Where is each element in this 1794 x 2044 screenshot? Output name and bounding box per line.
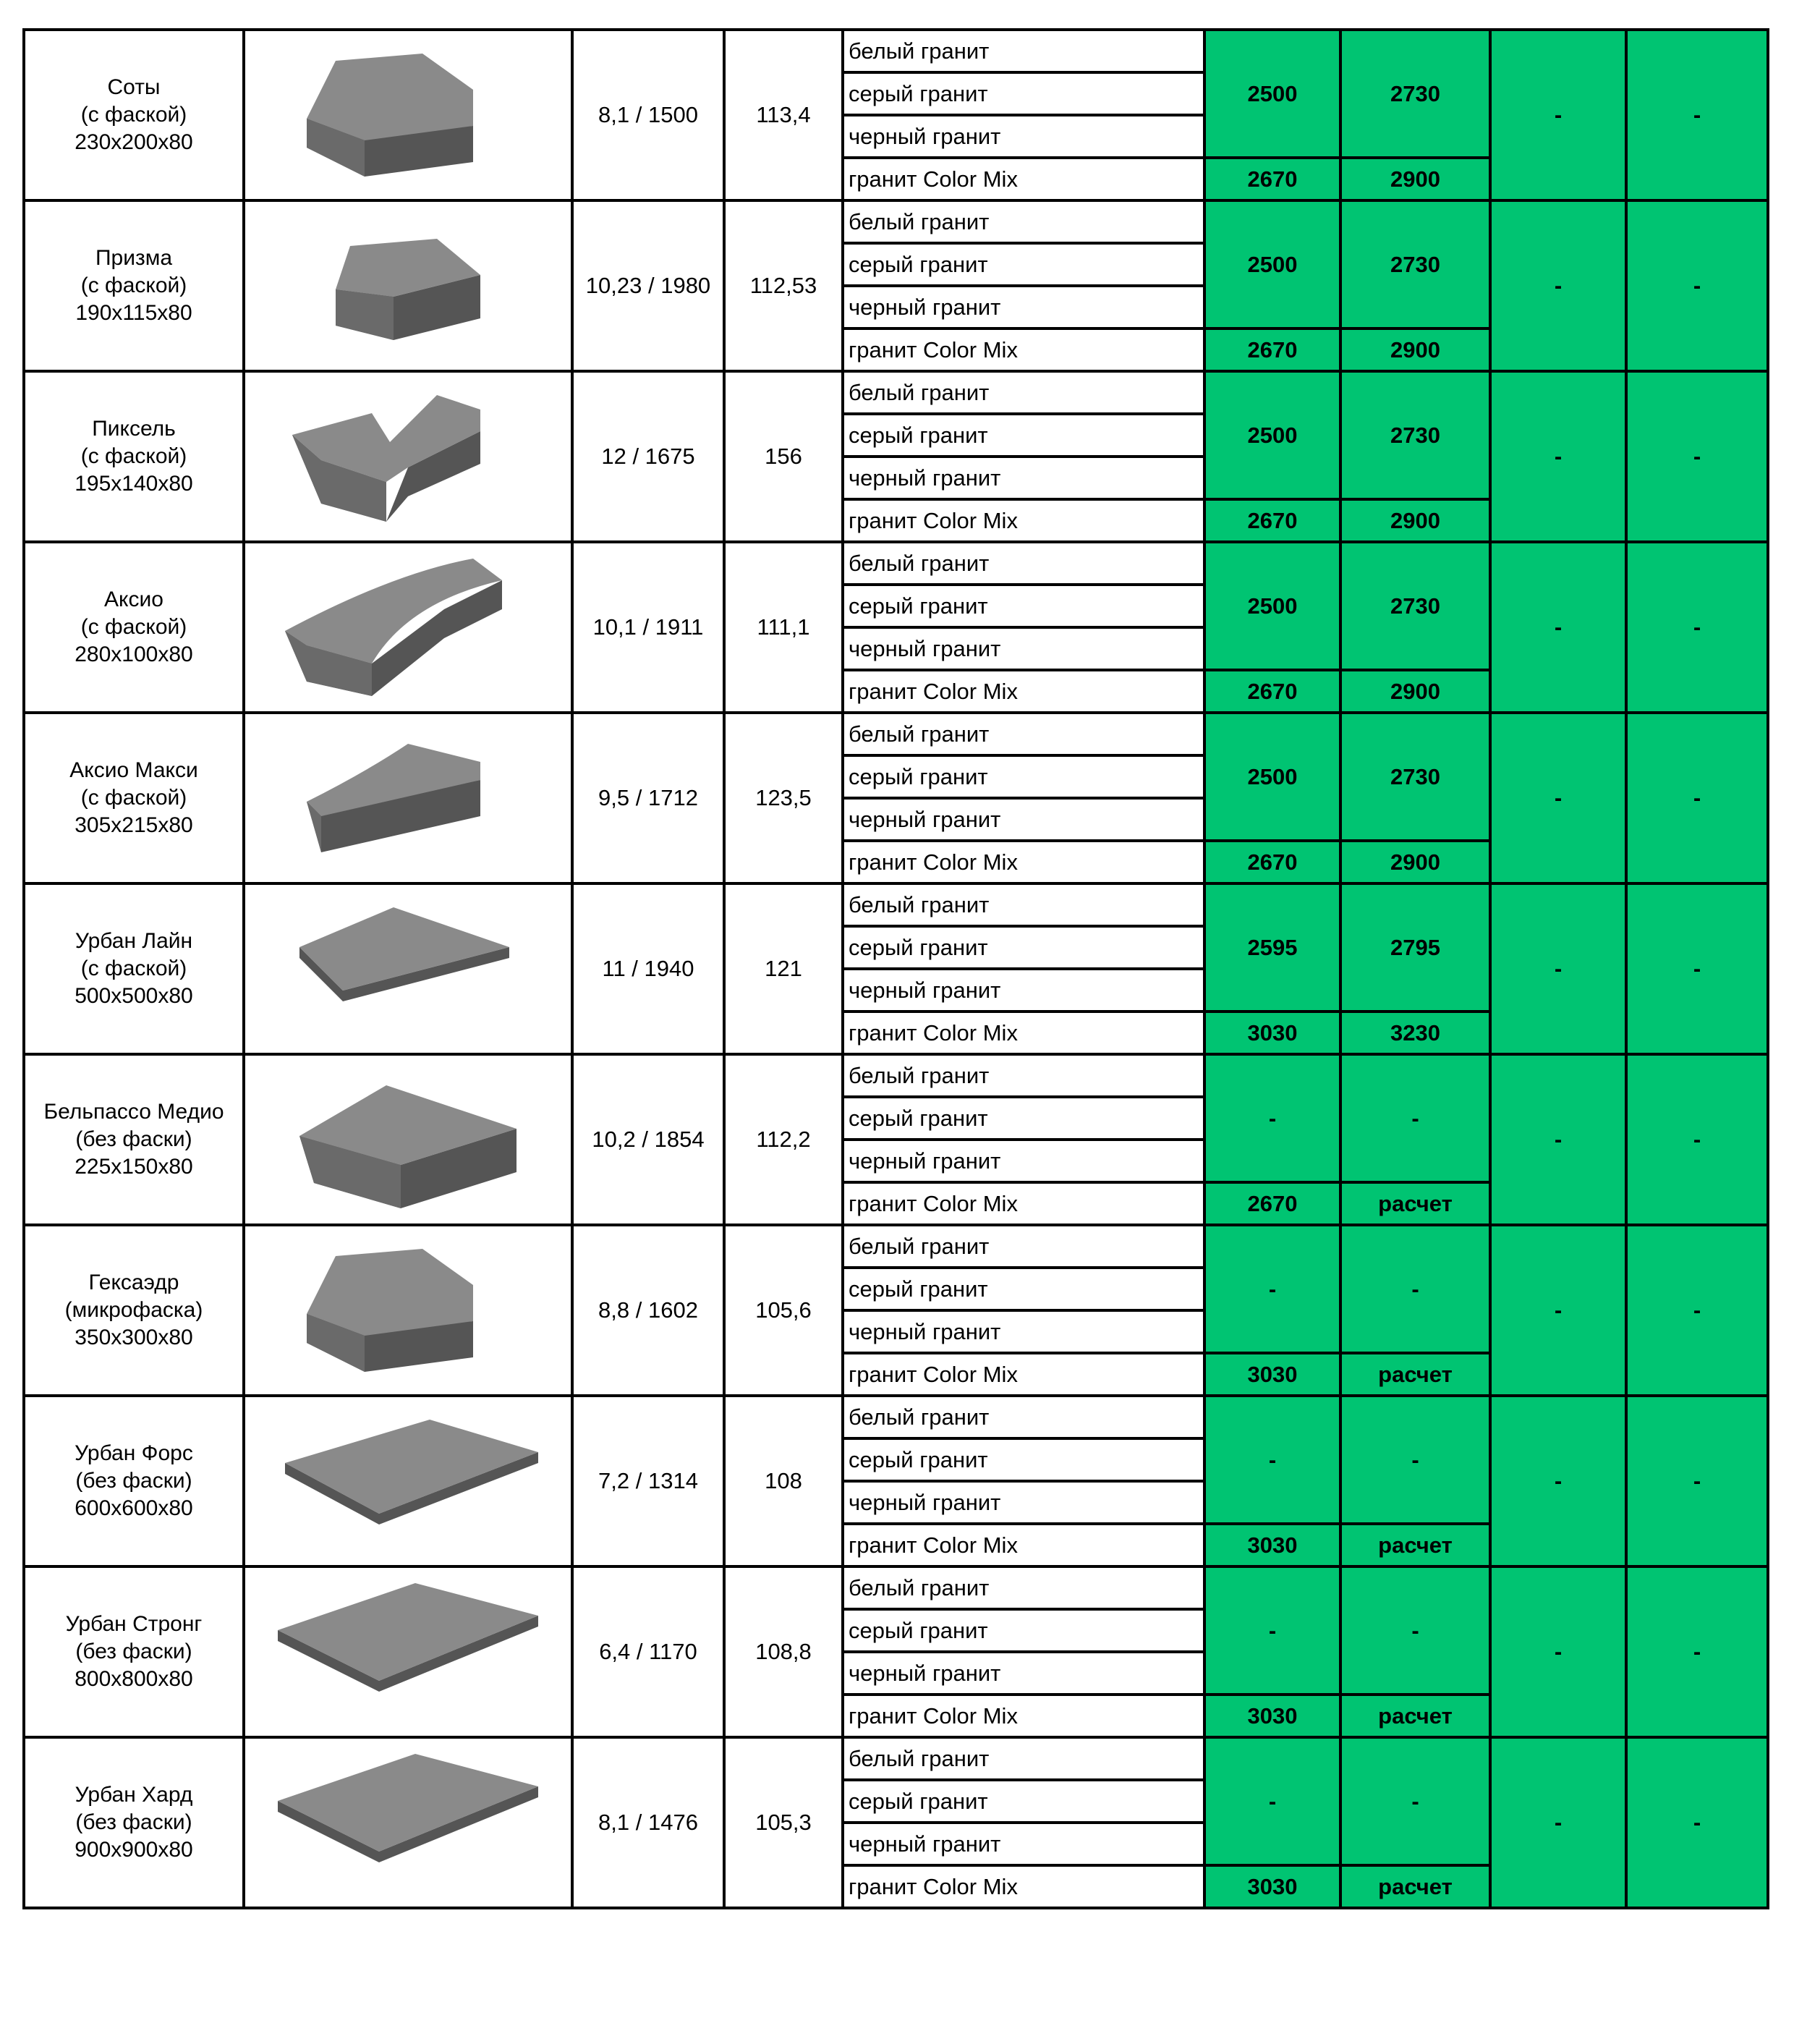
mix-price-cell-a: 2670 <box>1204 328 1340 371</box>
price-cell-b: 2730 <box>1340 30 1490 158</box>
mix-price-cell-a: 2670 <box>1204 499 1340 542</box>
product-name-cell <box>24 1225 244 1396</box>
table-row <box>24 1396 1768 1438</box>
product-size: 305х215х80 <box>75 813 193 837</box>
quantity-cell: 121 <box>724 883 843 1054</box>
product-size: 225х150х80 <box>75 1155 193 1179</box>
product-size: 500х500х80 <box>75 984 193 1008</box>
weight-cell: 11 / 1940 <box>572 883 724 1054</box>
quantity-cell: 156 <box>724 371 843 542</box>
table-row <box>24 542 1768 585</box>
extra-cell-2: - <box>1626 1054 1768 1225</box>
variant-label: белый гранит <box>843 30 1204 72</box>
product-chamfer: (с фаской) <box>80 957 187 980</box>
price-cell-a: - <box>1204 1225 1340 1353</box>
extra-cell-1: - <box>1490 883 1626 1054</box>
product-name-cell <box>24 1737 244 1908</box>
product-chamfer: (без фаски) <box>75 1469 192 1493</box>
mix-price-cell-b: расчет <box>1340 1865 1490 1908</box>
variant-label: серый гранит <box>843 926 1204 969</box>
product-image-cell <box>244 542 572 713</box>
product-chamfer: (микрофаска) <box>64 1298 203 1322</box>
variant-label: белый гранит <box>843 1054 1204 1097</box>
variant-label: белый гранит <box>843 713 1204 755</box>
extra-cell-2: - <box>1626 1737 1768 1908</box>
mix-price-cell-a: 3030 <box>1204 1012 1340 1054</box>
price-cell-b: 2795 <box>1340 883 1490 1012</box>
mix-price-cell-b: 2900 <box>1340 670 1490 713</box>
extra-cell-1: - <box>1490 1737 1626 1908</box>
table-row <box>24 200 1768 243</box>
price-cell-a: - <box>1204 1566 1340 1695</box>
product-chamfer: (с фаской) <box>80 444 187 468</box>
extra-cell-1: - <box>1490 542 1626 713</box>
price-cell-a: - <box>1204 1054 1340 1182</box>
extra-cell-2: - <box>1626 200 1768 371</box>
price-cell-a: - <box>1204 1737 1340 1865</box>
weight-cell: 8,1 / 1476 <box>572 1737 724 1908</box>
variant-label: гранит Color Mix <box>843 1353 1204 1396</box>
product-name-cell <box>24 371 244 542</box>
variant-label: гранит Color Mix <box>843 670 1204 713</box>
extra-cell-2: - <box>1626 1566 1768 1737</box>
mix-price-cell-b: расчет <box>1340 1353 1490 1396</box>
product-image-cell <box>244 200 572 371</box>
product-image-cell <box>244 1225 572 1396</box>
product-name: Урбан Форс <box>75 1441 193 1465</box>
pixel-icon <box>263 381 553 533</box>
table-row <box>24 371 1768 414</box>
weight-cell: 6,4 / 1170 <box>572 1566 724 1737</box>
variant-label: гранит Color Mix <box>843 1865 1204 1908</box>
product-size: 230х200х80 <box>75 130 193 154</box>
extra-cell-1: - <box>1490 1566 1626 1737</box>
product-size: 280х100х80 <box>75 643 193 666</box>
variant-label: черный гранит <box>843 798 1204 841</box>
weight-cell: 10,2 / 1854 <box>572 1054 724 1225</box>
arc-maxi-icon <box>263 722 553 874</box>
variant-label: серый гранит <box>843 585 1204 627</box>
table-row <box>24 1737 1768 1780</box>
product-size: 900х900х80 <box>75 1838 193 1862</box>
price-cell-a: - <box>1204 1396 1340 1524</box>
mix-price-cell-b: расчет <box>1340 1182 1490 1225</box>
weight-cell: 8,8 / 1602 <box>572 1225 724 1396</box>
variant-label: серый гранит <box>843 1609 1204 1652</box>
table-row <box>24 713 1768 755</box>
table-row <box>24 1054 1768 1097</box>
variant-label: черный гранит <box>843 115 1204 158</box>
product-image-cell <box>244 30 572 200</box>
extra-cell-1: - <box>1490 1225 1626 1396</box>
extra-cell-1: - <box>1490 1054 1626 1225</box>
variant-label: серый гранит <box>843 1438 1204 1481</box>
price-cell-b: - <box>1340 1737 1490 1865</box>
price-cell-b: - <box>1340 1566 1490 1695</box>
price-cell-b: 2730 <box>1340 542 1490 670</box>
mix-price-cell-a: 2670 <box>1204 1182 1340 1225</box>
extra-cell-2: - <box>1626 371 1768 542</box>
variant-label: гранит Color Mix <box>843 158 1204 200</box>
table-row <box>24 1225 1768 1268</box>
quantity-cell: 111,1 <box>724 542 843 713</box>
extra-cell-2: - <box>1626 30 1768 200</box>
mix-price-cell-b: расчет <box>1340 1695 1490 1737</box>
variant-label: белый гранит <box>843 200 1204 243</box>
product-size: 195х140х80 <box>75 472 193 496</box>
product-name: Аксио Макси <box>69 758 198 782</box>
variant-label: гранит Color Mix <box>843 1695 1204 1737</box>
variant-label: черный гранит <box>843 1652 1204 1695</box>
hexagon-icon <box>263 39 553 191</box>
square-small-icon <box>263 893 553 1045</box>
product-chamfer: (с фаской) <box>80 615 187 639</box>
product-name: Гексаэдр <box>88 1271 179 1294</box>
variant-label: белый гранит <box>843 883 1204 926</box>
variant-label: серый гранит <box>843 755 1204 798</box>
extra-cell-2: - <box>1626 1396 1768 1566</box>
price-cell-b: 2730 <box>1340 371 1490 499</box>
product-name: Аксио <box>104 588 163 611</box>
variant-label: белый гранит <box>843 1566 1204 1609</box>
product-chamfer: (без фаски) <box>75 1640 192 1663</box>
quantity-cell: 112,53 <box>724 200 843 371</box>
extra-cell-2: - <box>1626 542 1768 713</box>
price-cell-a: 2500 <box>1204 200 1340 328</box>
weight-cell: 9,5 / 1712 <box>572 713 724 883</box>
extra-cell-1: - <box>1490 200 1626 371</box>
product-image-cell <box>244 1054 572 1225</box>
product-name: Урбан Хард <box>75 1783 193 1807</box>
quantity-cell: 105,6 <box>724 1225 843 1396</box>
product-image-cell <box>244 713 572 883</box>
price-cell-a: 2500 <box>1204 713 1340 841</box>
product-chamfer: (без фаски) <box>75 1127 192 1151</box>
variant-label: черный гранит <box>843 1823 1204 1865</box>
price-cell-b: - <box>1340 1396 1490 1524</box>
mix-price-cell-a: 2670 <box>1204 841 1340 883</box>
table-row <box>24 883 1768 926</box>
rect-icon <box>263 1064 553 1216</box>
variant-label: серый гранит <box>843 414 1204 457</box>
product-name: Урбан Лайн <box>75 929 193 953</box>
weight-cell: 10,23 / 1980 <box>572 200 724 371</box>
square-flat-icon <box>263 1405 553 1557</box>
price-cell-b: 2730 <box>1340 713 1490 841</box>
quantity-cell: 123,5 <box>724 713 843 883</box>
price-cell-b: - <box>1340 1054 1490 1182</box>
variant-label: черный гранит <box>843 457 1204 499</box>
quantity-cell: 108 <box>724 1396 843 1566</box>
product-image-cell <box>244 1396 572 1566</box>
mix-price-cell-a: 3030 <box>1204 1865 1340 1908</box>
prism-icon <box>263 210 553 362</box>
variant-label: черный гранит <box>843 1140 1204 1182</box>
extra-cell-1: - <box>1490 713 1626 883</box>
price-cell-a: 2500 <box>1204 371 1340 499</box>
mix-price-cell-b: 3230 <box>1340 1012 1490 1054</box>
product-name: Бельпассо Медио <box>43 1100 224 1124</box>
variant-label: черный гранит <box>843 627 1204 670</box>
product-image-cell <box>244 371 572 542</box>
product-chamfer: (без фаски) <box>75 1810 192 1834</box>
mix-price-cell-a: 2670 <box>1204 158 1340 200</box>
product-chamfer: (с фаской) <box>80 273 187 297</box>
mix-price-cell-b: 2900 <box>1340 841 1490 883</box>
variant-label: серый гранит <box>843 243 1204 286</box>
mix-price-cell-a: 3030 <box>1204 1695 1340 1737</box>
variant-label: белый гранит <box>843 371 1204 414</box>
product-name-cell <box>24 883 244 1054</box>
variant-label: серый гранит <box>843 1097 1204 1140</box>
product-size: 350х300х80 <box>75 1326 193 1349</box>
variant-label: гранит Color Mix <box>843 1012 1204 1054</box>
square-large-icon <box>263 1747 553 1899</box>
product-image-cell <box>244 883 572 1054</box>
variant-label: белый гранит <box>843 1225 1204 1268</box>
variant-label: серый гранит <box>843 1780 1204 1823</box>
price-table <box>22 28 1769 1909</box>
product-size: 600х600х80 <box>75 1496 193 1520</box>
quantity-cell: 105,3 <box>724 1737 843 1908</box>
hexagon-icon <box>263 1234 553 1386</box>
weight-cell: 8,1 / 1500 <box>572 30 724 200</box>
product-name: Пиксель <box>92 417 176 441</box>
extra-cell-2: - <box>1626 713 1768 883</box>
quantity-cell: 113,4 <box>724 30 843 200</box>
mix-price-cell-b: расчет <box>1340 1524 1490 1566</box>
variant-label: гранит Color Mix <box>843 328 1204 371</box>
mix-price-cell-a: 3030 <box>1204 1524 1340 1566</box>
product-name: Призма <box>95 246 173 270</box>
weight-cell: 7,2 / 1314 <box>572 1396 724 1566</box>
product-name-cell <box>24 1396 244 1566</box>
price-cell-a: 2595 <box>1204 883 1340 1012</box>
mix-price-cell-a: 2670 <box>1204 670 1340 713</box>
quantity-cell: 108,8 <box>724 1566 843 1737</box>
quantity-cell: 112,2 <box>724 1054 843 1225</box>
variant-label: черный гранит <box>843 1310 1204 1353</box>
product-name-cell <box>24 30 244 200</box>
mix-price-cell-a: 3030 <box>1204 1353 1340 1396</box>
product-name-cell <box>24 1566 244 1737</box>
price-cell-a: 2500 <box>1204 30 1340 158</box>
variant-label: белый гранит <box>843 1737 1204 1780</box>
weight-cell: 10,1 / 1911 <box>572 542 724 713</box>
price-cell-b: - <box>1340 1225 1490 1353</box>
arc-icon <box>263 551 553 703</box>
product-name: Соты <box>107 75 161 99</box>
product-chamfer: (с фаской) <box>80 103 187 127</box>
extra-cell-2: - <box>1626 1225 1768 1396</box>
product-size: 190х115х80 <box>75 301 192 325</box>
mix-price-cell-b: 2900 <box>1340 158 1490 200</box>
variant-label: серый гранит <box>843 72 1204 115</box>
square-large-icon <box>263 1576 553 1728</box>
variant-label: серый гранит <box>843 1268 1204 1310</box>
variant-label: гранит Color Mix <box>843 841 1204 883</box>
table-row <box>24 30 1768 72</box>
variant-label: белый гранит <box>843 542 1204 585</box>
product-name-cell <box>24 1054 244 1225</box>
product-name: Урбан Стронг <box>65 1612 203 1636</box>
price-cell-b: 2730 <box>1340 200 1490 328</box>
variant-label: черный гранит <box>843 1481 1204 1524</box>
product-size: 800х800х80 <box>75 1667 193 1691</box>
variant-label: белый гранит <box>843 1396 1204 1438</box>
product-image-cell <box>244 1737 572 1908</box>
variant-label: гранит Color Mix <box>843 499 1204 542</box>
product-name-cell <box>24 200 244 371</box>
variant-label: гранит Color Mix <box>843 1182 1204 1225</box>
product-image-cell <box>244 1566 572 1737</box>
variant-label: гранит Color Mix <box>843 1524 1204 1566</box>
product-chamfer: (с фаской) <box>80 786 187 810</box>
extra-cell-1: - <box>1490 371 1626 542</box>
mix-price-cell-b: 2900 <box>1340 328 1490 371</box>
extra-cell-1: - <box>1490 1396 1626 1566</box>
extra-cell-1: - <box>1490 30 1626 200</box>
table-row <box>24 1566 1768 1609</box>
mix-price-cell-b: 2900 <box>1340 499 1490 542</box>
extra-cell-2: - <box>1626 883 1768 1054</box>
variant-label: черный гранит <box>843 969 1204 1012</box>
price-cell-a: 2500 <box>1204 542 1340 670</box>
variant-label: черный гранит <box>843 286 1204 328</box>
product-name-cell <box>24 542 244 713</box>
weight-cell: 12 / 1675 <box>572 371 724 542</box>
product-name-cell <box>24 713 244 883</box>
